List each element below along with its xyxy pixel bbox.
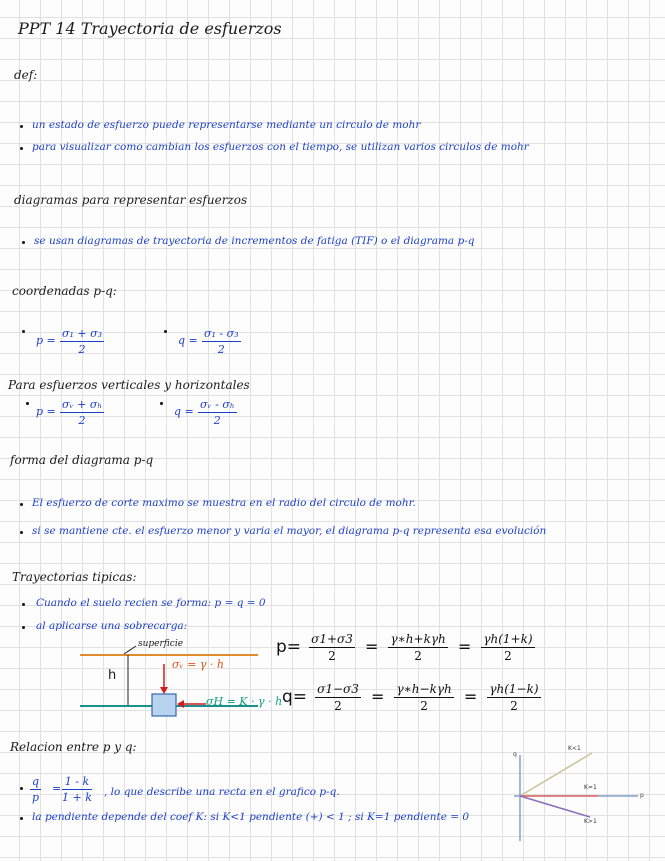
sigma-v-label: σᵥ = γ · h <box>172 658 224 671</box>
ratio-denominator: p <box>32 791 40 804</box>
pv-formula-fraction <box>60 398 104 427</box>
sigma-v-arrowhead <box>160 687 168 694</box>
line-k-lt-1-label: K<1 <box>568 745 581 752</box>
trayectorias-heading: Trayectorias tipicas: <box>12 570 137 584</box>
page-title: PPT 14 Trayectoria de esfuerzos <box>18 19 282 38</box>
bullet-dot <box>20 531 23 534</box>
p-formula-label: p = <box>36 334 56 347</box>
k-denominator: 1 + k <box>62 791 92 804</box>
ratio-numerator: q <box>32 775 40 788</box>
superficie-label: superficie <box>138 639 184 649</box>
q-formula-denominator: 2 <box>217 343 225 356</box>
eq-q-lhs: q= <box>282 687 308 707</box>
q-formula-numerator: σ₁ - σ₃ <box>204 327 239 340</box>
eq-p-frac-2: γ∗h+kγh 2 <box>390 632 446 663</box>
k-numerator: 1 - k <box>62 775 92 790</box>
bullet-dot <box>20 147 23 150</box>
bullet-dot <box>20 503 23 506</box>
pv-formula-numerator: σᵥ + σₕ <box>62 398 103 411</box>
qv-formula-label: q = <box>174 405 194 418</box>
trayectorias-bullet-2: al aplicarse una sobrecarga: <box>36 620 188 632</box>
line-k-gt-1 <box>520 796 590 817</box>
line-k-lt-1 <box>520 753 592 796</box>
surface-leader <box>124 646 136 654</box>
line-k-gt-1-label: K>1 <box>584 818 597 825</box>
eq-p-frac-3: $\frac{\gamma h(1+k)}{2}$ <box>483 632 533 663</box>
def-bullet-2: para visualizar como cambian los esfuerzos con el tiempo, se utilizan varios circulos de mohr <box>32 141 529 153</box>
bullet-dot <box>22 241 25 244</box>
pv-formula-label: p = <box>36 405 56 418</box>
q-formula-fraction <box>202 327 241 356</box>
graph-x-label: p <box>640 792 644 799</box>
bullet-dot <box>22 626 25 629</box>
def-bullet-1: un estado de esfuerzo puede representarse mediante un circulo de mohr <box>32 119 421 131</box>
qv-formula-fraction <box>198 398 237 427</box>
eq-q-frac-1: $\frac{\sigma 1-\sigma 3}{2}$ <box>317 682 359 713</box>
line-k-eq-1-label: K=1 <box>584 784 597 791</box>
eq-p-frac-1: $\frac{\sigma 1+\sigma 3}{2}$ <box>311 632 353 663</box>
forma-heading: forma del diagrama p-q <box>10 453 154 467</box>
relacion-heading: Relacion entre p y q: <box>10 740 137 754</box>
diagramas-bullet-1: se usan diagramas de trayectoria de incrementos de fatiga (TIF) o el diagrama p-q <box>34 235 475 247</box>
ratio-fraction <box>30 775 41 804</box>
depth-label: h <box>108 668 117 683</box>
bullet-dot <box>20 787 23 790</box>
pv-formula-denominator: 2 <box>78 414 86 427</box>
diagramas-heading: diagramas para representar esfuerzos <box>14 193 248 207</box>
typeset-eq-q: q= $\frac{\sigma 1-\sigma 3}{2}$ = γ∗h−kγh 2 = $\frac{\gamma h(1-k)}{2}$ <box>282 682 539 713</box>
bullet-dot <box>20 125 23 128</box>
graph-y-label: q <box>513 751 517 758</box>
bullet-dot <box>164 330 167 333</box>
vert-hor-heading: Para esfuerzos verticales y horizontales <box>8 378 250 392</box>
p-formula-numerator: σ₁ + σ₃ <box>62 327 103 340</box>
sigma-h-label: σH = K · γ · h <box>206 695 283 708</box>
eq-p-lhs: p= <box>276 637 302 657</box>
bullet-dot <box>20 817 23 820</box>
relacion-text-1: , lo que describe una recta en el grafico p-q. <box>104 786 340 798</box>
coordenadas-heading: coordenadas p-q: <box>12 284 117 298</box>
bullet-dot <box>26 402 29 405</box>
bullet-dot <box>160 402 163 405</box>
trayectorias-bullet-1: Cuando el suelo recien se forma: p = q = 0 <box>36 597 266 609</box>
eq-q-frac-3: $\frac{\gamma h(1-k)}{2}$ <box>489 682 539 713</box>
typeset-eq-p: p= $\frac{\sigma 1+\sigma 3}{2}$ = γ∗h+kγh 2 = $\frac{\gamma h(1+k)}{2}$ <box>276 632 533 663</box>
k-fraction <box>62 775 92 804</box>
p-formula-denominator: 2 <box>78 343 86 356</box>
ratio-equals: = <box>52 782 62 795</box>
eq-q-frac-2: γ∗h−kγh 2 <box>396 682 452 713</box>
def-heading: def: <box>14 68 38 82</box>
bullet-dot <box>22 330 25 333</box>
forma-bullet-2: si se mantiene cte. el esfuerzo menor y varia el mayor, el diagrama p-q representa esa evolución <box>32 525 547 537</box>
q-formula-label: q = <box>178 334 198 347</box>
pq-graph <box>508 745 648 845</box>
soil-element <box>152 694 176 716</box>
relacion-text-2: la pendiente depende del coef K: si K<1 pendiente (+) < 1 ; si K=1 pendiente = 0 <box>32 811 470 823</box>
qv-formula-denominator: 2 <box>213 414 221 427</box>
bullet-dot <box>22 603 25 606</box>
qv-formula-numerator: σᵥ - σₕ <box>200 398 235 411</box>
forma-bullet-1: El esfuerzo de corte maximo se muestra en el radio del circulo de mohr. <box>32 497 416 509</box>
p-formula-fraction <box>60 327 104 356</box>
